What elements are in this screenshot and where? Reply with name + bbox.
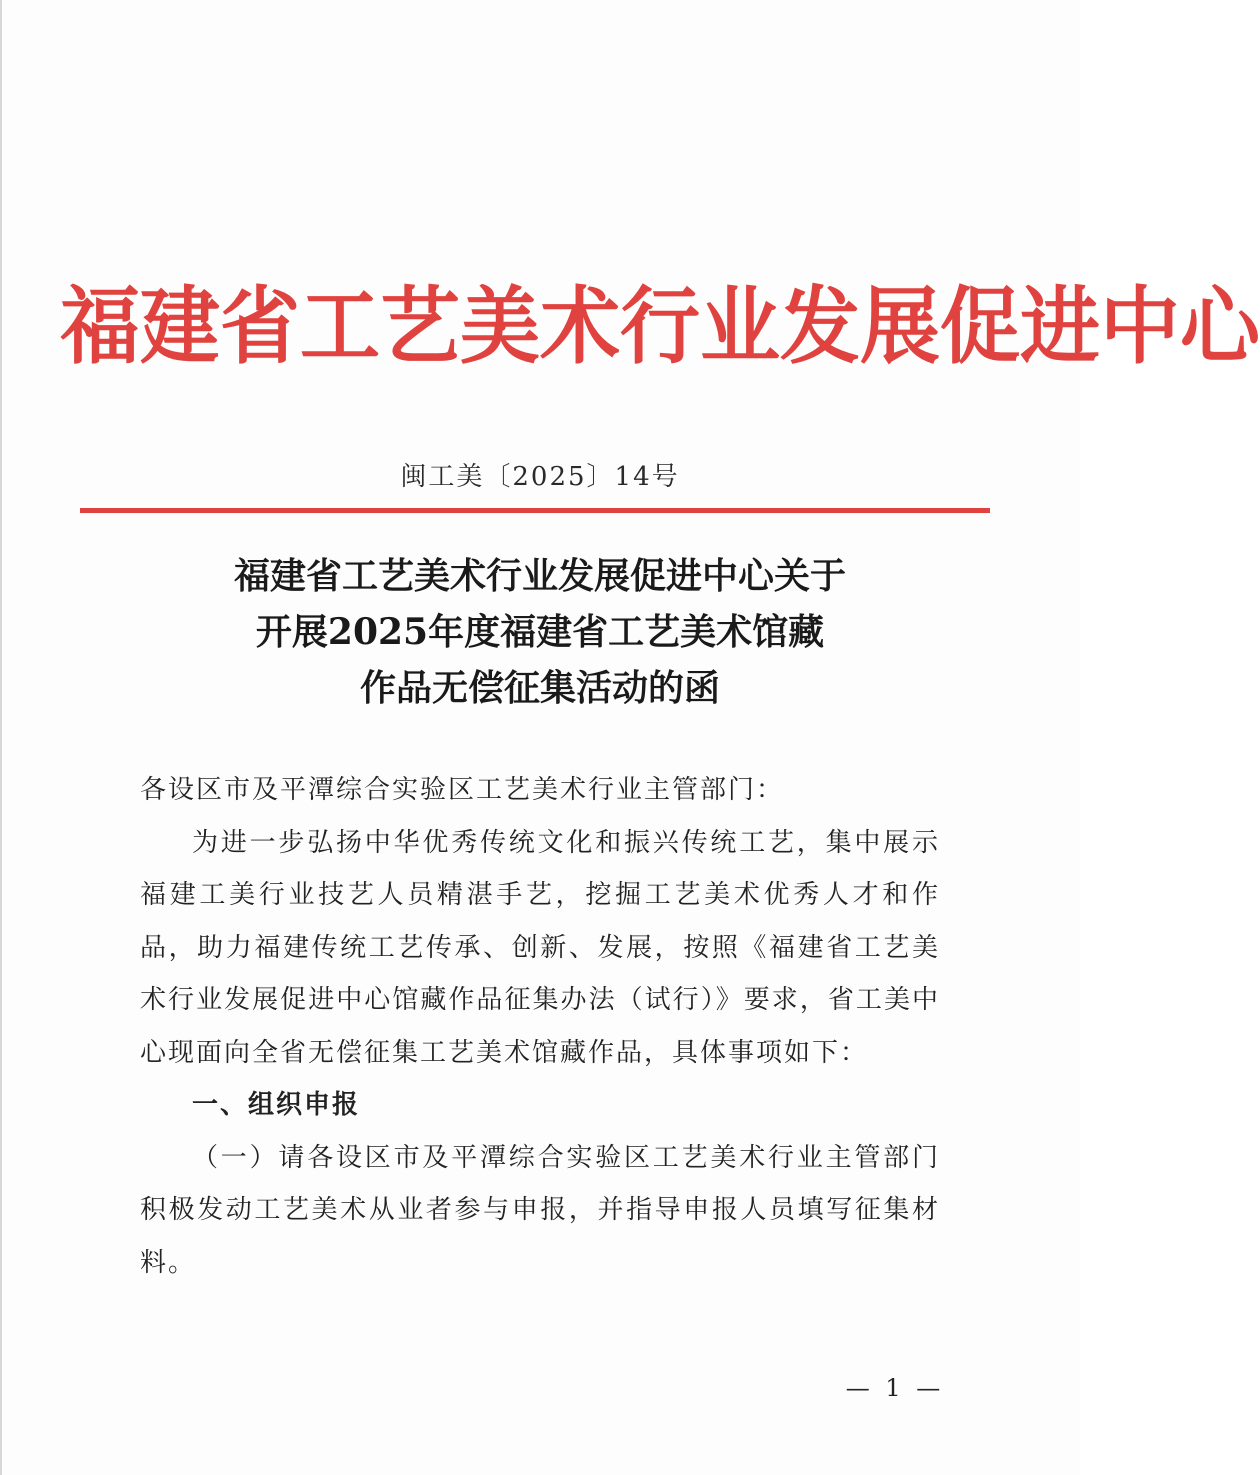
- org-red-header: 福建省工艺美术行业发展促进中心: [60, 277, 1260, 376]
- subject-line-2: 开展2025年度福建省工艺美术馆藏: [255, 611, 825, 653]
- subject-line-1: 福建省工艺美术行业发展促进中心关于: [233, 555, 846, 597]
- intro-paragraph: 为进一步弘扬中华优秀传统文化和振兴传统工艺，集中展示福建工美行业技艺人员精湛手艺，挖掘工艺美术优秀人才和作品，助力福建传统工艺传承、创新、发展，按照《福建省工艺美术行业发展促进中心馆藏作品征集办法（试行）》要求，省工美中心现面向全省无偿征集工艺美术馆藏作品，具体事项如下：: [140, 827, 940, 1068]
- red-divider-line: [80, 508, 990, 513]
- subject-line-3: 作品无偿征集活动的函: [359, 667, 720, 709]
- page-edge: [0, 0, 2, 1475]
- section-item-paragraph: （一）请各设区市及平潭综合实验区工艺美术行业主管部门积极发动工艺美术从业者参与申报，并指导申报人员填写征集材料。: [140, 1142, 940, 1278]
- page-number: — 1 —: [845, 1374, 945, 1402]
- document-body: [140, 764, 940, 1289]
- document-number: 闽工美〔2025〕14号: [400, 462, 680, 492]
- document-subject: [90, 548, 990, 716]
- section-heading: 一、组织申报: [192, 1090, 361, 1120]
- salutation: 各设区市及平潭综合实验区工艺美术行业主管部门：: [140, 775, 785, 805]
